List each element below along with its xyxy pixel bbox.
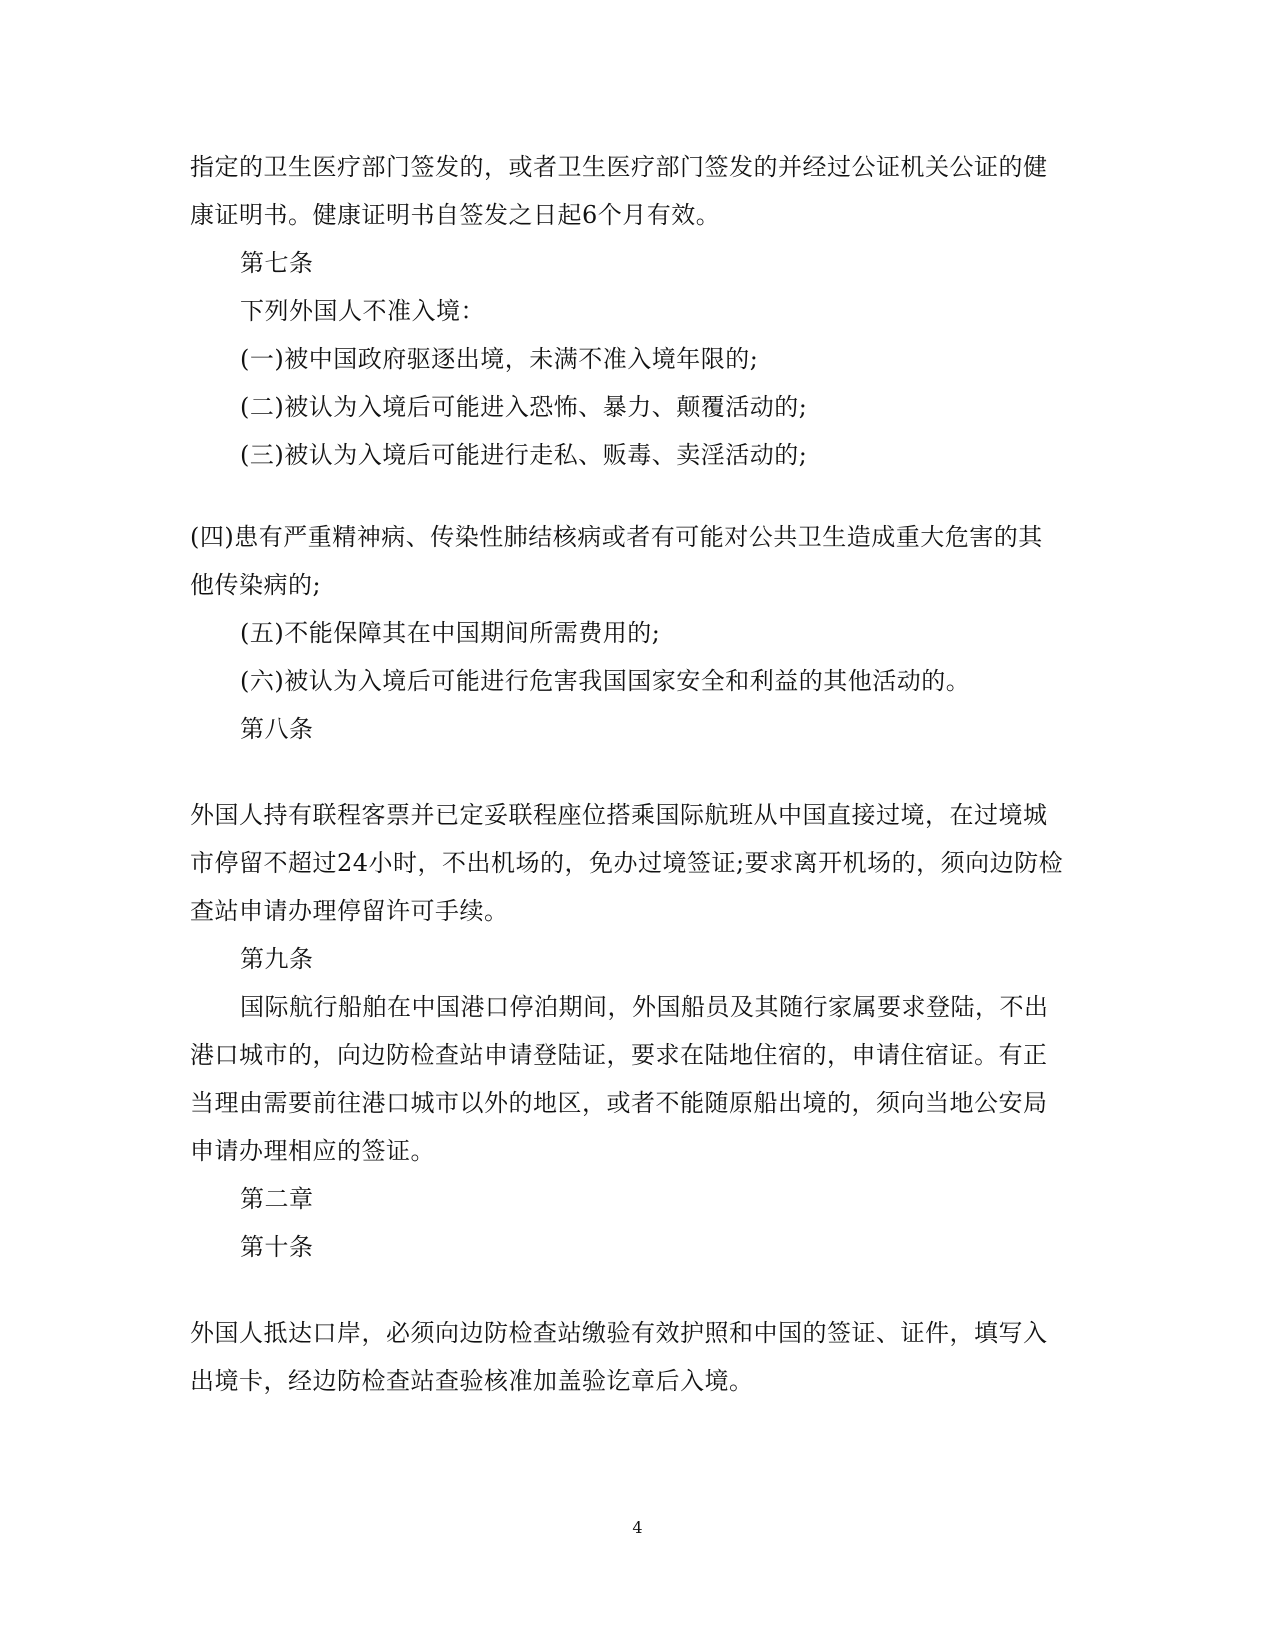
article-heading: 第七条 bbox=[240, 249, 314, 277]
article-heading: 第九条 bbox=[240, 945, 314, 973]
text-line: 申请办理相应的签证。 bbox=[190, 1137, 435, 1165]
list-item: (六)被认为入境后可能进行危害我国国家安全和利益的其他活动的。 bbox=[240, 667, 971, 695]
text-line: 下列外国人不准入境： bbox=[240, 297, 485, 325]
list-item: (四)患有严重精神病、传染性肺结核病或者有可能对公共卫生造成重大危害的其 bbox=[190, 523, 1043, 551]
text-line: 他传染病的; bbox=[190, 571, 322, 599]
text-line: 市停留不超过24小时，不出机场的，免办过境签证;要求离开机场的，须向边防检 bbox=[190, 849, 1064, 877]
text-line: 当理由需要前往港口城市以外的地区，或者不能随原船出境的，须向当地公安局 bbox=[190, 1089, 1048, 1117]
page-number: 4 bbox=[632, 1518, 643, 1537]
text-line: 指定的卫生医疗部门签发的，或者卫生医疗部门签发的并经过公证机关公证的健 bbox=[190, 153, 1048, 181]
text-line: 港口城市的，向边防检查站申请登陆证，要求在陆地住宿的，申请住宿证。有正 bbox=[190, 1041, 1048, 1069]
article-heading: 第十条 bbox=[240, 1233, 314, 1261]
text-line: 外国人抵达口岸，必须向边防检查站缴验有效护照和中国的签证、证件，填写入 bbox=[190, 1319, 1048, 1347]
text-line: 查站申请办理停留许可手续。 bbox=[190, 897, 509, 925]
chapter-heading: 第二章 bbox=[240, 1185, 314, 1213]
text-line: 外国人持有联程客票并已定妥联程座位搭乘国际航班从中国直接过境，在过境城 bbox=[190, 801, 1048, 829]
list-item: (五)不能保障其在中国期间所需费用的; bbox=[240, 619, 661, 647]
list-item: (二)被认为入境后可能进入恐怖、暴力、颠覆活动的; bbox=[240, 393, 808, 421]
list-item: (三)被认为入境后可能进行走私、贩毒、卖淫活动的; bbox=[240, 441, 808, 469]
list-item: (一)被中国政府驱逐出境，未满不准入境年限的; bbox=[240, 345, 759, 373]
text-line: 康证明书。健康证明书自签发之日起6个月有效。 bbox=[190, 201, 721, 229]
text-line: 出境卡，经边防检查站查验核准加盖验讫章后入境。 bbox=[190, 1367, 754, 1395]
text-line: 国际航行船舶在中国港口停泊期间，外国船员及其随行家属要求登陆，不出 bbox=[240, 993, 1049, 1021]
article-heading: 第八条 bbox=[240, 715, 314, 743]
